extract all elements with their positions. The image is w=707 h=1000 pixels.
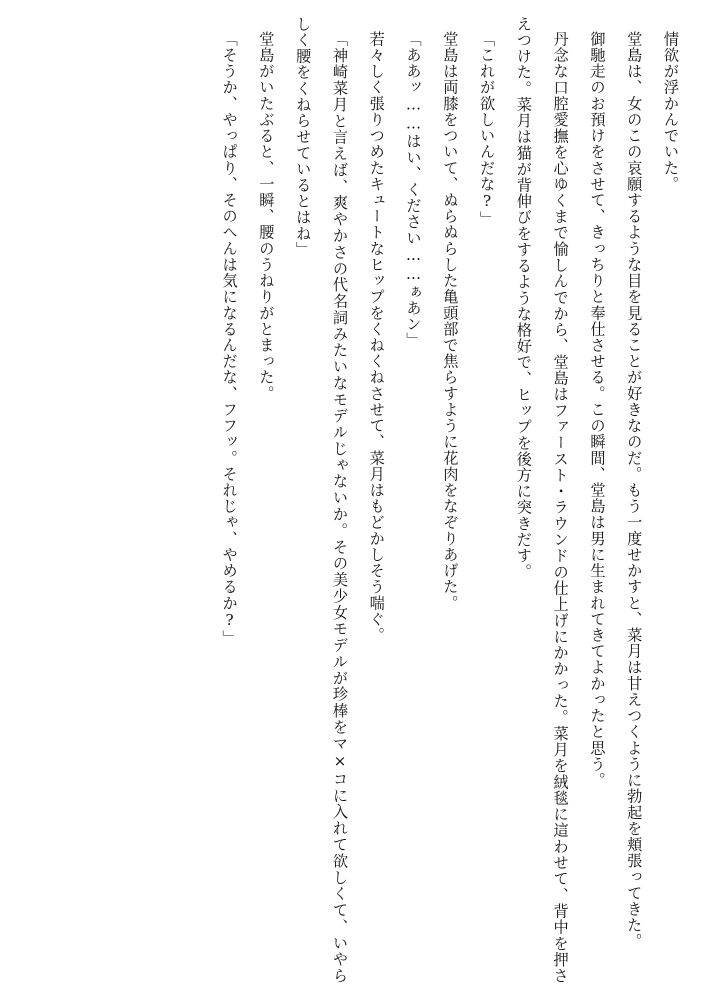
- paragraph: 堂島がいたぶると、一瞬、腰のうねりがとまった。: [257, 31, 276, 402]
- paragraph: 情欲が浮かんでいた。: [662, 31, 680, 193]
- paragraph: 若々しく張りつめたキュートなヒップをくねくねさせて、菜月はもどかしそう喘ぐ。: [367, 31, 386, 644]
- vertical-text-body: [18, 16, 689, 984]
- paragraph: 「神崎菜月と言えば、爽やかさの代名詞みたいなモデルじゃないか。その美少女モデルが珍棒をマ×コに入れて欲しくて、いやらしく腰をくねらせているとはね」: [294, 16, 349, 984]
- paragraph: 「これが欲しいんだな?」: [478, 31, 497, 228]
- paragraph: 「ああッ……はい、ください……ぁあン」: [404, 31, 423, 349]
- paragraph: 丹念な口腔愛撫を心ゆくまで愉しんでから、堂島はファースト・ラウンドの仕上げにかかった。菜月を絨毯に這わせて、背中を押さえつけた。菜月は猫が背伸びをするような格好で、ヒップを後方に突きだす。: [514, 16, 570, 984]
- paragraph: 堂島は両膝をついて、ぬらぬらした亀頭部で焦らすように花肉をなぞりあげた。: [441, 31, 460, 612]
- paragraph: 御馳走のお預けをさせて、きっちりと奉仕させる。この瞬間、堂島は男に生まれてきてよかったと思う。: [588, 31, 607, 789]
- paragraph: 「そうか、やっぱり、そのへんは気になるんだな、フフッ。それじゃ、やめるか?」: [220, 31, 239, 647]
- paragraph: 堂島は、女のこの哀願するような目を見ることが好きなのだ。もう一度せかすと、菜月は甘えつくように勃起を頬張ってきた。: [625, 31, 644, 950]
